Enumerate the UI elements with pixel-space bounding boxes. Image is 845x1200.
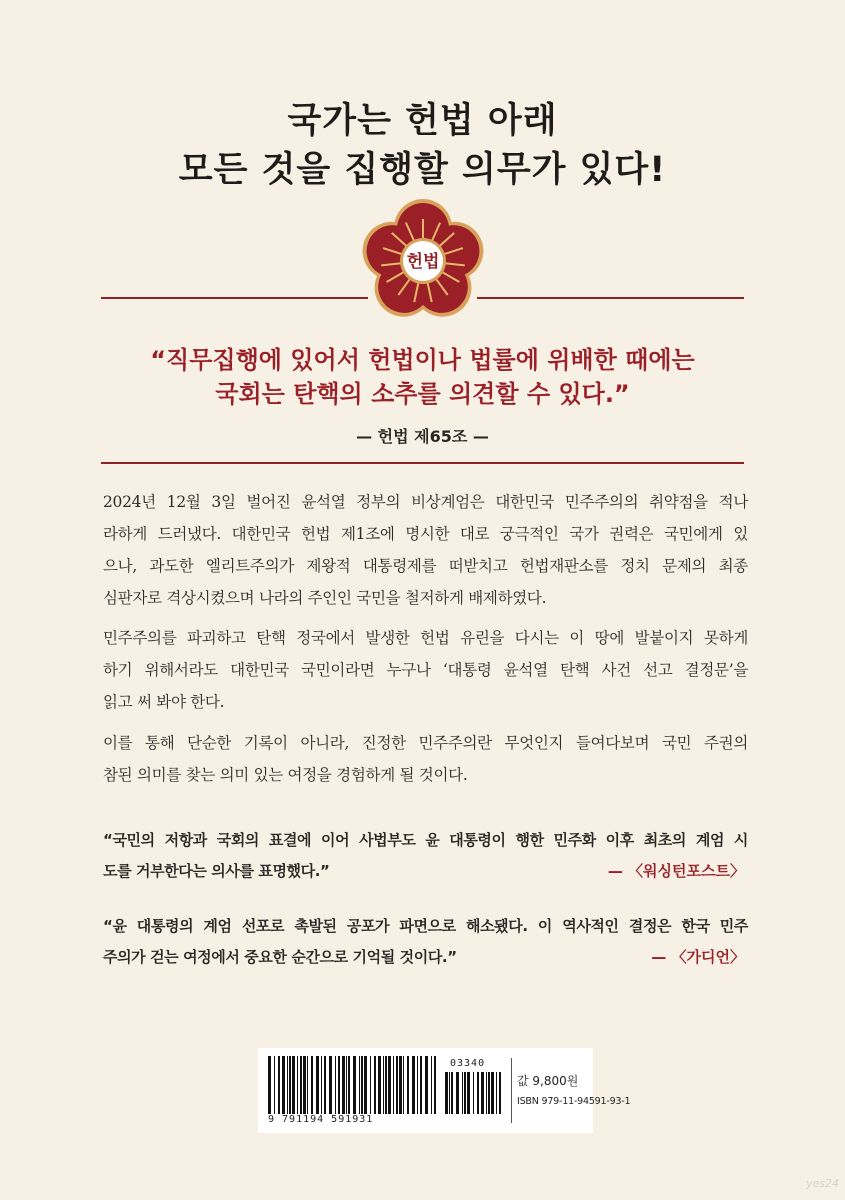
- body-line: 이를 통해 단순한 기록이 아니라, 진정한 민주주의란 무엇인지 들여다보며 국민 주권의: [103, 734, 748, 752]
- review-line: 도를 거부한다는 의사를 표명했다.”: [103, 862, 330, 880]
- barcode-addon-icon: [445, 1072, 503, 1114]
- emblem-label: 헌법: [406, 252, 440, 272]
- body-line: 심판자로 격상시켰으며 나라의 주인인 국민을 철저하게 배제하였다.: [103, 589, 547, 607]
- constitution-quote-line-1: “직무집행에 있어서 헌법이나 법률에 위배한 때에는: [150, 346, 695, 374]
- constitution-quote-line-2: 국회는 탄핵의 소추를 의견할 수 있다.”: [215, 380, 630, 408]
- divider-bottom: [101, 462, 744, 464]
- isbn-label: ISBN 979-11-94591-93-1: [517, 1096, 631, 1107]
- divider-right: [477, 297, 744, 299]
- review-line: “윤 대통령의 계엄 선포로 촉발된 공포가 파면으로 해소됐다. 이 역사적인 결정은 한국 민주: [103, 917, 748, 935]
- divider-left: [101, 297, 368, 299]
- review-line: 주의가 걷는 여정에서 중요한 순간으로 기억될 것이다.”: [103, 948, 457, 966]
- review-source: — 〈워싱턴포스트〉: [607, 862, 745, 880]
- barcode-digits: 9 791194 591931: [268, 1114, 374, 1125]
- constitution-quote-source: — 헌법 제65조 —: [356, 427, 489, 446]
- body-line: 읽고 써 봐야 한다.: [103, 693, 225, 711]
- watermark-logo: yes24: [805, 1177, 839, 1190]
- barcode-divider: [511, 1058, 512, 1123]
- barcode-addon-digits: 03340: [450, 1058, 486, 1069]
- mugunghwa-emblem-icon: [360, 198, 486, 324]
- body-line: 하기 위해서라도 대한민국 국민이라면 누구나 ‘대통령 윤석열 탄핵 사건 선고 결정문’을: [103, 661, 748, 679]
- body-line: 참된 의미를 찾는 의미 있는 여정을 경험하게 될 것이다.: [103, 766, 468, 784]
- review-source: — 〈가디언〉: [651, 948, 745, 966]
- barcode-label: [258, 1048, 631, 1133]
- body-line: 라하게 드러냈다. 대한민국 헌법 제1조에 명시한 대로 궁극적인 국가 권력은 국민에게 있: [103, 525, 748, 543]
- body-line: 2024년 12월 3일 벌어진 윤석열 정부의 비상계엄은 대한민국 민주주의의 취약점을 적나: [103, 493, 748, 511]
- body-line: 으나, 과도한 엘리트주의가 제왕적 대통령제를 떠받치고 헌법재판소를 정치 문제의 최종: [103, 557, 748, 575]
- barcode-icon: [268, 1056, 438, 1114]
- headline-line-2: 모든 것을 집행할 의무가 있다!: [178, 150, 667, 190]
- review-line: “국민의 저항과 국회의 표결에 이어 사법부도 윤 대통령이 행한 민주화 이후 최초의 계엄 시: [103, 831, 748, 849]
- body-line: 민주주의를 파괴하고 탄핵 정국에서 발생한 헌법 유린을 다시는 이 땅에 발붙이지 못하게: [103, 629, 748, 647]
- headline-line-1: 국가는 헌법 아래: [287, 101, 558, 141]
- price-label: 값 9,800원: [517, 1074, 579, 1088]
